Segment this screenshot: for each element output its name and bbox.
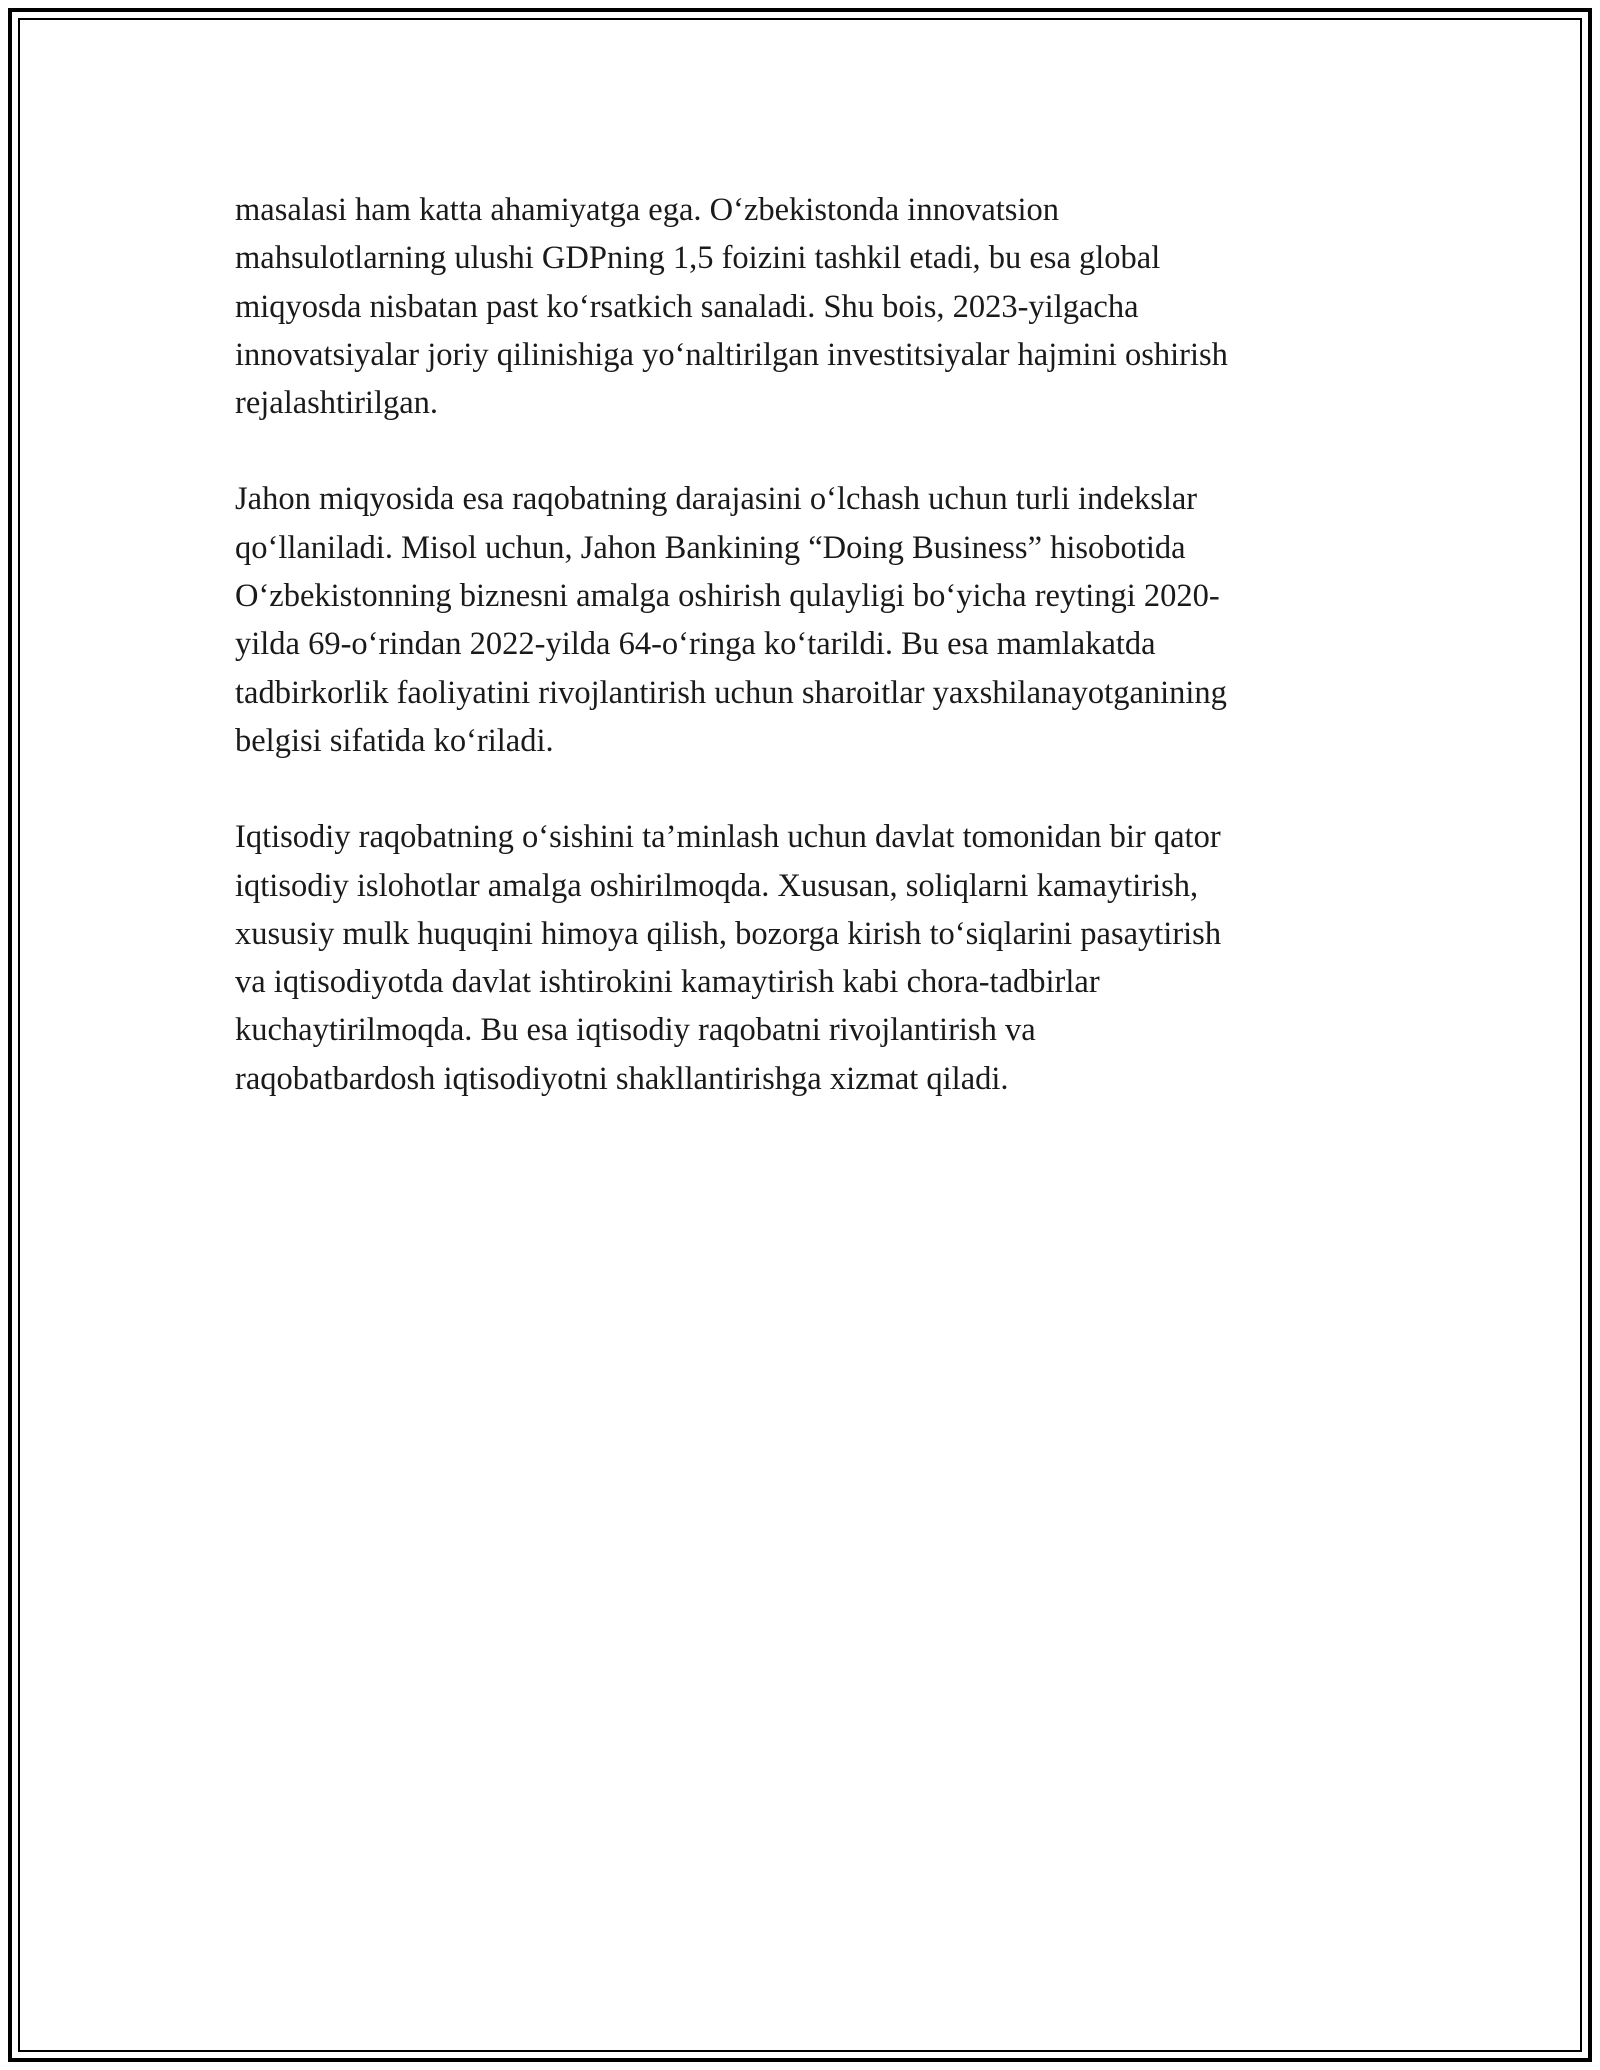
text-line: iqtisodiy islohotlar amalga oshirilmoqda. Xususan, soliqlarni kamaytirish, bbox=[235, 867, 1199, 904]
text-line: raqobatbardosh iqtisodiyotni shakllantirishga xizmat qiladi. bbox=[235, 1060, 1009, 1097]
text-line: miqyosda nisbatan past ko‘rsatkich sanaladi. Shu bois, 2023-yilgacha bbox=[235, 288, 1139, 325]
text-line: mahsulotlarning ulushi GDPning 1,5 foizini tashkil etadi, bu esa global bbox=[235, 240, 1161, 277]
document-body bbox=[235, 186, 1375, 1151]
paragraph-3 bbox=[235, 813, 1375, 1103]
text-line: masalasi ham katta ahamiyatga ega. O‘zbekistonda innovatsion bbox=[235, 192, 1059, 228]
text-line: O‘zbekistonning biznesni amalga oshirish qulayligi bo‘yicha reytingi 2020- bbox=[235, 578, 1220, 615]
text-line: Jahon miqyosida esa raqobatning darajasini o‘lchash uchun turli indekslar bbox=[235, 481, 1198, 518]
text-line: Iqtisodiy raqobatning o‘sishini ta’minlash uchun davlat tomonidan bir qator bbox=[235, 819, 1221, 856]
text-line: xususiy mulk huquqini himoya qilish, bozorga kirish to‘siqlarini pasaytirish bbox=[235, 915, 1222, 952]
text-line: va iqtisodiyotda davlat ishtirokini kamaytirish kabi chora-tadbirlar bbox=[235, 964, 1100, 1001]
text-line: kuchaytirilmoqda. Bu esa iqtisodiy raqobatni rivojlantirish va bbox=[235, 1012, 1036, 1049]
text-line: tadbirkorlik faoliyatini rivojlantirish uchun sharoitlar yaxshilanayotganining bbox=[235, 674, 1227, 711]
paragraph-2 bbox=[235, 475, 1375, 765]
text-line: yilda 69-o‘rindan 2022-yilda 64-o‘ringa ko‘tarildi. Bu esa mamlakatda bbox=[235, 626, 1156, 663]
text-line: qo‘llaniladi. Misol uchun, Jahon Bankining “Doing Business” hisobotida bbox=[235, 529, 1186, 566]
paragraph-1 bbox=[235, 186, 1375, 427]
text-line: belgisi sifatida ko‘riladi. bbox=[235, 722, 554, 759]
text-line: innovatsiyalar joriy qilinishiga yo‘naltirilgan investitsiyalar hajmini oshirish bbox=[235, 336, 1228, 373]
text-line: rejalashtirilgan. bbox=[235, 385, 439, 422]
